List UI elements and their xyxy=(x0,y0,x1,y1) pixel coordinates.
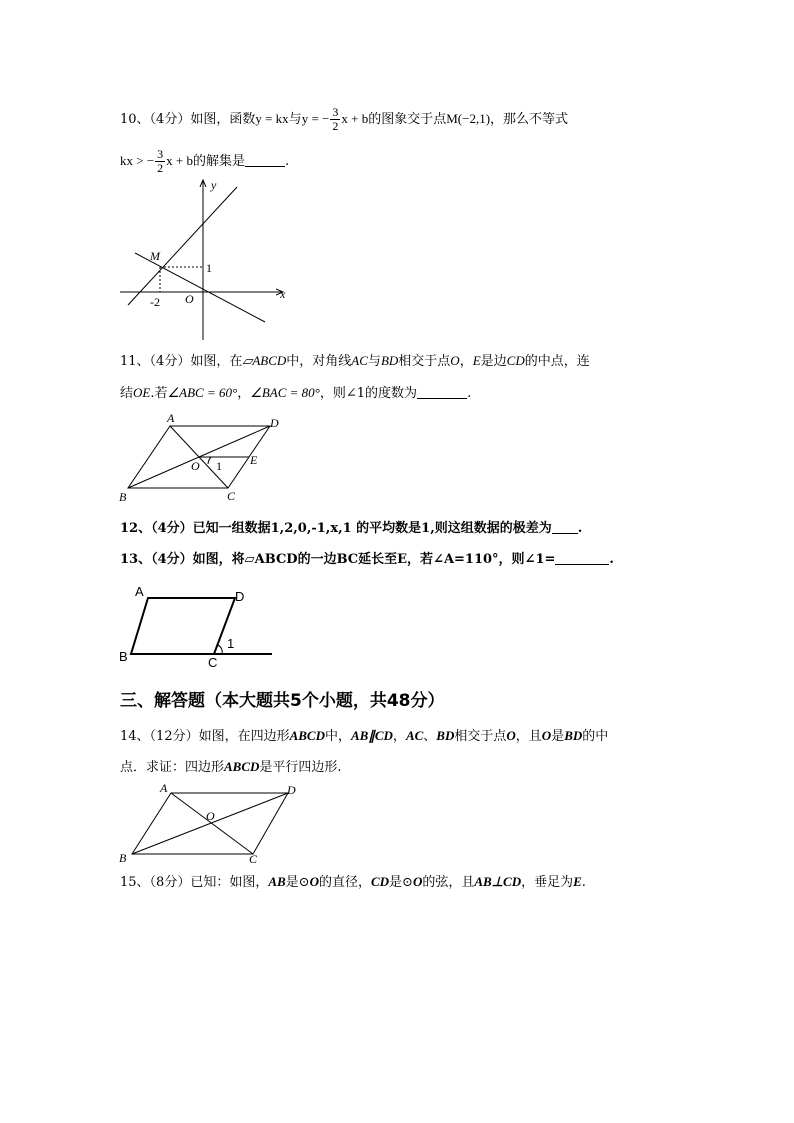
q11-line1: 11、（4分）如图，在▱ABCD中，对角线AC与BD相交于点O，E是边CD的中点，连 xyxy=(120,353,590,369)
svg-text:B: B xyxy=(119,490,127,504)
q10-line2: kx > − $\frac{3}{2}$ x + b的解集是 . xyxy=(120,147,290,175)
q10-f1: y = kx xyxy=(255,111,289,126)
q14-diagonal-bd xyxy=(132,793,288,854)
q10-answer-blank[interactable] xyxy=(245,154,285,167)
q13-answer-blank[interactable] xyxy=(555,552,609,565)
q10-label-x: x xyxy=(280,287,286,301)
svg-text:O: O xyxy=(206,809,215,823)
q11-angle-abc: ∠ABC = 60° xyxy=(167,385,238,400)
svg-text:C: C xyxy=(249,852,258,866)
svg-text:A: A xyxy=(160,781,168,795)
q11-angle-bac: ∠BAC = 80° xyxy=(250,385,320,400)
q13-angle-arc xyxy=(218,645,222,654)
q13-line: 13、（4分）如图，将▱ABCD的一边BC延长至E，若∠A=110°，则∠1= . xyxy=(120,552,614,567)
svg-text:A: A xyxy=(167,411,175,425)
svg-text:C: C xyxy=(227,489,236,503)
q10-line1: 10、（4分）如图，函数y = kx与y = − $\frac{3}{2}$ x + b的图象交于点M(−2,1)，那么不等式 xyxy=(120,105,569,133)
q10-line-linear xyxy=(135,253,265,322)
svg-text:D: D xyxy=(270,416,279,430)
q10-f2: y = − xyxy=(301,111,330,126)
q10-label-M: M xyxy=(150,249,160,263)
svg-text:E: E xyxy=(250,453,258,467)
svg-text:B: B xyxy=(119,851,127,865)
q11-parallelogram: ▱ABCD xyxy=(242,353,287,368)
q10-label-y: y xyxy=(211,178,217,192)
q11-answer-blank[interactable] xyxy=(417,386,467,399)
q14-line2: 点．求证：四边形ABCD是平行四边形. xyxy=(120,759,342,775)
q10-figure xyxy=(115,175,295,345)
q10-inequality: kx > − xyxy=(120,153,155,168)
svg-text:O: O xyxy=(191,459,200,473)
q14-figure xyxy=(115,780,305,870)
q10-fraction: $\frac{3}{2}$ xyxy=(332,105,339,133)
svg-text:1: 1 xyxy=(216,459,222,473)
q10-point: M(−2,1) xyxy=(446,111,491,126)
q10-label-O: O xyxy=(185,292,194,306)
svg-text:A: A xyxy=(135,584,144,599)
q12-answer-blank[interactable] xyxy=(552,521,578,534)
q14-line1: 14、（12分）如图，在四边形ABCD中，AB∥CD，AC、BD相交于点O，且O是BD的中 xyxy=(120,728,609,744)
q11-angle-arc xyxy=(208,457,211,464)
svg-text:C: C xyxy=(208,655,218,670)
q12-line: 12、（4分）已知一组数据1,2,0,-1,x,1 的平均数是1,则这组数据的极差为 . xyxy=(120,521,583,536)
svg-text:1: 1 xyxy=(227,636,235,651)
q11-line2: 结OE.若∠ABC = 60°，∠BAC = 80°，则∠1的度数为 . xyxy=(120,385,472,401)
svg-text:D: D xyxy=(235,589,245,604)
q13-figure xyxy=(115,582,285,672)
q14-diagonal-ac xyxy=(171,793,253,854)
svg-text:D: D xyxy=(287,783,296,797)
q10-label-neg2: -2 xyxy=(150,295,160,309)
svg-text:B: B xyxy=(119,649,128,664)
section-heading: 三、解答题（本大题共5个小题，共48分） xyxy=(120,691,445,711)
q11-figure xyxy=(115,412,295,507)
q10-line-kx xyxy=(128,187,237,305)
q10-fraction-2: $\frac{3}{2}$ xyxy=(157,147,164,175)
q15-line: 15、（8分）已知：如图，AB是⊙O的直径，CD是⊙O的弦，且AB⊥CD，垂足为E. xyxy=(120,874,586,890)
q10-label-1: 1 xyxy=(206,261,212,275)
